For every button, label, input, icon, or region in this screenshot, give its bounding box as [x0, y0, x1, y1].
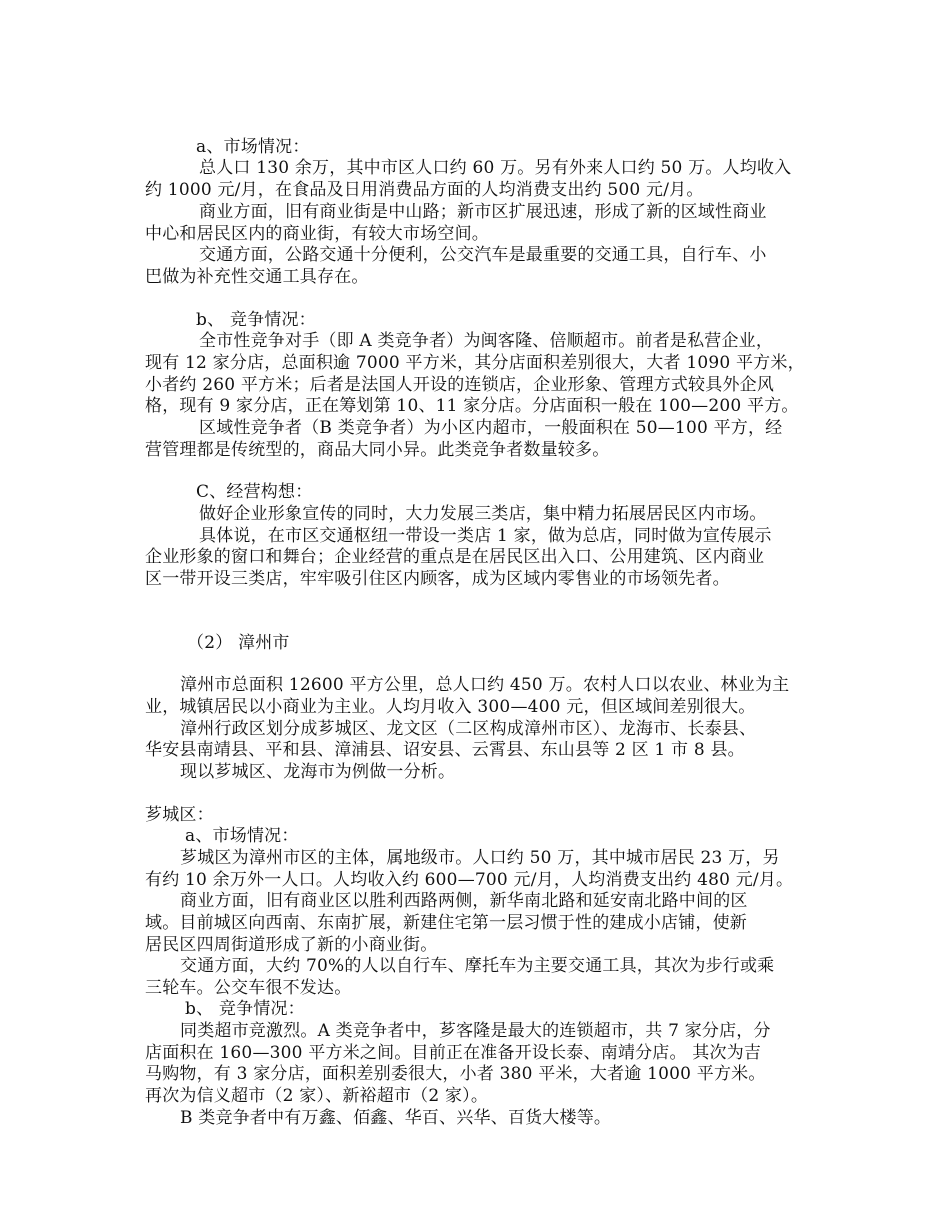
paragraph-line: 店面积在 160—300 平方米之间。目前正在准备开设长泰、南靖分店。 其次为吉	[145, 1043, 762, 1063]
paragraph-line: 总人口 130 余万，其中市区人口约 60 万。另有外来人口约 50 万。人均收入	[199, 158, 792, 178]
paragraph-line: 小者约 260 平方米；后者是法国人开设的连锁店，企业形象、管理方式较具外企风	[145, 375, 775, 395]
paragraph-line: 漳州行政区划分成芗城区、龙文区（二区构成漳州市区）、龙海市、长泰县、	[180, 719, 757, 739]
paragraph-line: 漳州市总面积 12600 平方公里，总人口约 450 万。农村人口以农业、林业为主	[180, 675, 790, 695]
paragraph-line: 交通方面，大约 70%的人以自行车、摩托车为主要交通工具，其次为步行或乘	[180, 956, 775, 976]
paragraph-line: 商业方面，旧有商业区以胜利西路两侧，新华南北路和延安南北路中间的区	[180, 891, 748, 911]
paragraph-line: 交通方面，公路交通十分便利，公交汽车是最重要的交通工具，自行车、小	[199, 245, 767, 265]
paragraph-line: 区一带开设三类店，牢牢吸引住区内顾客，成为区域内零售业的市场领先者。	[145, 569, 730, 589]
paragraph-line: 商业方面，旧有商业街是中山路；新市区扩展迅速，形成了新的区域性商业	[199, 202, 767, 222]
paragraph-line: 居民区四周街道形成了新的小商业街。	[145, 935, 438, 955]
paragraph-line: 营管理都是传统型的，商品大同小异。此类竞争者数量较多。	[145, 440, 610, 460]
paragraph-line: 做好企业形象宣传的同时，大力发展三类店，集中精力拓展居民区内市场。	[199, 504, 767, 524]
paragraph-line: 同类超市竞激烈。A 类竞争者中，芗客隆是最大的连锁超市，共 7 家分店，分	[180, 1021, 771, 1041]
paragraph-line: 区域性竞争者（B 类竞争者）为小区内超市，一般面积在 50—100 平方，经	[199, 418, 783, 438]
paragraph-line: 巴做为补充性交通工具存在。	[145, 267, 369, 287]
paragraph-line: 约 1000 元/月，在食品及日用消费品方面的人均消费支出约 500 元/月。	[145, 180, 704, 200]
paragraph-line: 现有 12 家分店，总面积逾 7000 平方米，其分店面积差别很大，大者 1090 平方米，	[145, 353, 805, 373]
paragraph-line: 现以芗城区、龙海市为例做一分析。	[180, 762, 456, 782]
paragraph-line: 再次为信义超市（2 家）、新裕超市（2 家）。	[145, 1086, 489, 1106]
section-heading-market: a、市场情况：	[196, 137, 310, 157]
section-heading-competition: b、 竞争情况：	[196, 310, 316, 330]
subsection-heading-competition: b、 竞争情况：	[185, 999, 305, 1019]
paragraph-line: 全市性竞争对手（即 A 类竞争者）为闽客隆、倍顺超市。前者是私营企业，	[199, 331, 774, 351]
paragraph-line: 三轮车。公交车很不发达。	[145, 978, 352, 998]
paragraph-line: 华安县南靖县、平和县、漳浦县、诏安县、云霄县、东山县等 2 区 1 市 8 县。	[145, 740, 745, 760]
paragraph-line: 芗城区为漳州市区的主体，属地级市。人口约 50 万，其中城市居民 23 万，另	[180, 848, 780, 868]
paragraph-line: 企业形象的窗口和舞台；企业经营的重点是在居民区出入口、公用建筑、区内商业	[145, 547, 765, 567]
section-heading-xiangcheng: 芗城区：	[145, 805, 214, 825]
paragraph-line: 业，城镇居民以小商业为主业。人均月收入 300—400 元，但区域间差别很大。	[145, 697, 756, 717]
paragraph-line: 有约 10 余万外一人口。人均收入约 600—700 元/月，人均消费支出约 480 元/月。	[145, 870, 794, 890]
paragraph-line: 马购物，有 3 家分店，面积差别委很大，小者 380 平米，大者逾 1000 平方米。	[145, 1064, 766, 1084]
paragraph-line: 中心和居民区内的商业街，有较大市场空间。	[145, 224, 489, 244]
subsection-heading-market: a、市场情况：	[185, 826, 299, 846]
paragraph-line: 域。目前城区向西南、东南扩展，新建住宅第一层习惯于性的建成小店铺，使新	[145, 913, 747, 933]
paragraph-line: 具体说，在市区交通枢纽一带设一类店 1 家，做为总店，同时做为宣传展示	[199, 526, 772, 546]
section-heading-plan: C、经营构想：	[196, 482, 313, 502]
paragraph-line: 格，现有 9 家分店，正在筹划第 10、11 家分店。分店面积一般在 100—200 平方。	[145, 396, 799, 416]
paragraph-line: B 类竞争者中有万鑫、佰鑫、华百、兴华、百货大楼等。	[180, 1108, 612, 1128]
section-heading-zhangzhou: （2） 漳州市	[187, 633, 290, 653]
